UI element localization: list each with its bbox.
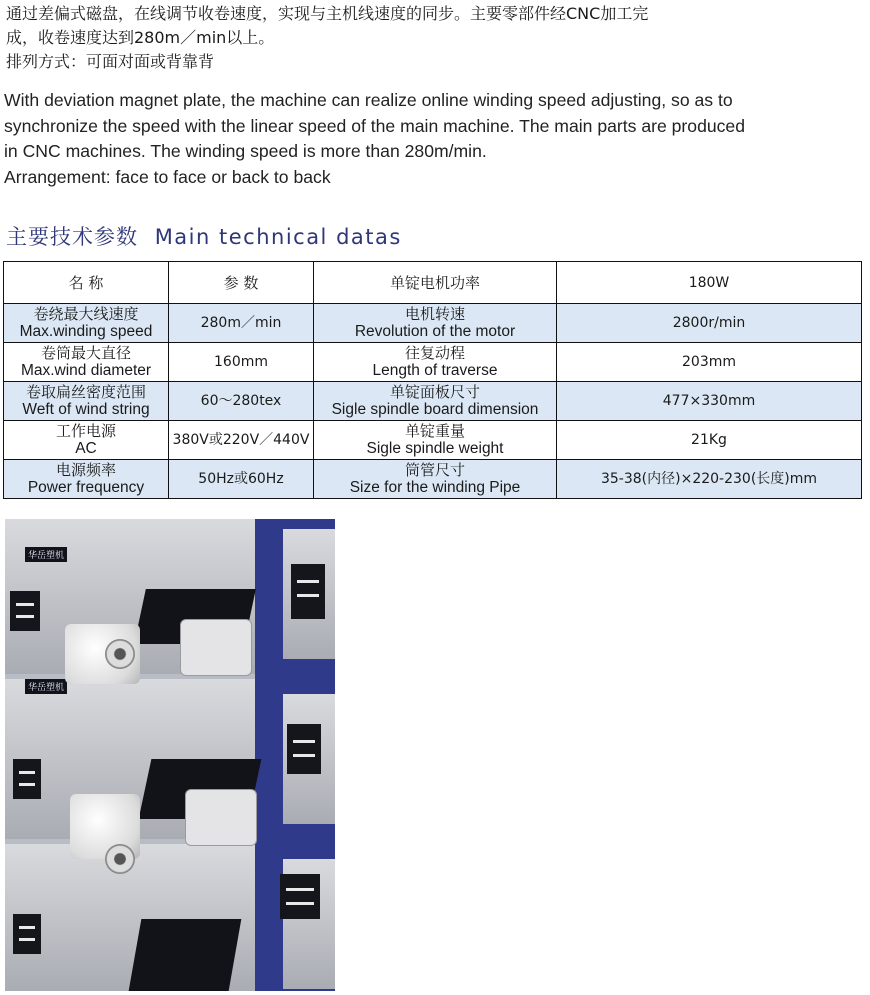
control-box [13, 914, 41, 954]
intro-en-line: in CNC machines. The winding speed is more than 280m/min. [4, 141, 487, 161]
param-name-cell [4, 460, 169, 499]
param-name-en: Revolution of the motor [354, 323, 516, 340]
intro-en-line: synchronize the speed with the linear speed of the main machine. The main parts are produced [4, 115, 745, 136]
brand-label: 华岳塑机 [25, 679, 67, 694]
param-name-cn: 单锭重量 [404, 422, 465, 440]
control-box [13, 759, 41, 799]
param-name-en: Weft of wind string [22, 401, 150, 418]
roll-hub [105, 639, 135, 669]
param-name-en: Power frequency [27, 479, 145, 496]
intro-cn-line: 成，收卷速度达到280m／min以上。 [6, 28, 275, 47]
header-name: 名 称 [4, 262, 169, 304]
table-row [4, 304, 862, 343]
param-name-cn: 卷取扁丝密度范围 [25, 383, 146, 401]
param-name-cell [4, 421, 169, 460]
spec-table [3, 261, 862, 499]
param-name-cell [314, 460, 557, 499]
param-name-en: Length of traverse [372, 362, 498, 379]
machine-photo [5, 519, 335, 991]
mount-plate [185, 789, 257, 846]
header-param: 参 数 [169, 262, 314, 304]
section-title [6, 221, 402, 253]
param-name-en: Sigle spindle board dimension [331, 401, 539, 418]
param-value: 160mm [169, 343, 314, 382]
param-name-cell [4, 304, 169, 343]
param-name-cn: 电源频率 [55, 461, 116, 479]
param-name-en: Sigle spindle weight [366, 440, 504, 457]
control-box [291, 564, 325, 619]
param-name-cn: 工作电源 [55, 422, 116, 440]
param-value: 380V或220V／440V [169, 421, 314, 460]
param-value: 35-38(内径)×220-230(长度)mm [557, 460, 862, 499]
intro-cn-line: 排列方式：可面对面或背靠背 [6, 52, 215, 71]
table-row [4, 421, 862, 460]
param-name-cell [4, 343, 169, 382]
param-value: 60～280tex [169, 382, 314, 421]
param-value: 203mm [557, 343, 862, 382]
brand-label: 华岳塑机 [25, 547, 67, 562]
intro-en-line: Arrangement: face to face or back to back [4, 166, 331, 187]
param-name-cell [314, 304, 557, 343]
intro-en-line: With deviation magnet plate, the machine can realize online winding speed adjusting, so as to [4, 90, 733, 110]
param-name-en: Max.wind diameter [20, 362, 152, 379]
param-name-cell [314, 343, 557, 382]
control-box [280, 874, 320, 919]
roll-hub [105, 844, 135, 874]
section-title-cn: 主要技术参数 [6, 225, 138, 249]
intro-chinese [6, 2, 866, 74]
table-header-row [4, 262, 862, 304]
param-name-cn: 卷绕最大线速度 [33, 305, 139, 323]
param-value: 2800r/min [557, 304, 862, 343]
header-name2: 单锭电机功率 [314, 262, 557, 304]
param-name-cn: 往复动程 [404, 344, 465, 362]
header-param2: 180W [557, 262, 862, 304]
param-name-cell [4, 382, 169, 421]
table-row [4, 460, 862, 499]
intro-cn-line: 通过差偏式磁盘，在线调节收卷速度，实现与主机线速度的同步。主要零部件经CNC加工完 [6, 4, 649, 23]
intro-english [4, 88, 866, 190]
param-name-en: Size for the winding Pipe [349, 479, 521, 496]
section-title-en: Main technical datas [154, 225, 402, 249]
param-value: 50Hz或60Hz [169, 460, 314, 499]
param-name-cn: 卷筒最大直径 [40, 344, 131, 362]
control-box [287, 724, 321, 774]
param-name-cn: 单锭面板尺寸 [389, 383, 480, 401]
param-name-en: AC [75, 440, 97, 457]
param-name-cn: 电机转速 [404, 305, 465, 323]
control-box [10, 591, 40, 631]
param-value: 477×330mm [557, 382, 862, 421]
mount-plate [180, 619, 252, 676]
param-name-cell [314, 421, 557, 460]
param-name-cell [314, 382, 557, 421]
table-row [4, 382, 862, 421]
param-value: 280m／min [169, 304, 314, 343]
param-name-cn: 筒管尺寸 [404, 461, 465, 479]
param-name-en: Max.winding speed [19, 323, 153, 340]
table-row [4, 343, 862, 382]
param-value: 21Kg [557, 421, 862, 460]
traverse-arm [129, 919, 242, 991]
